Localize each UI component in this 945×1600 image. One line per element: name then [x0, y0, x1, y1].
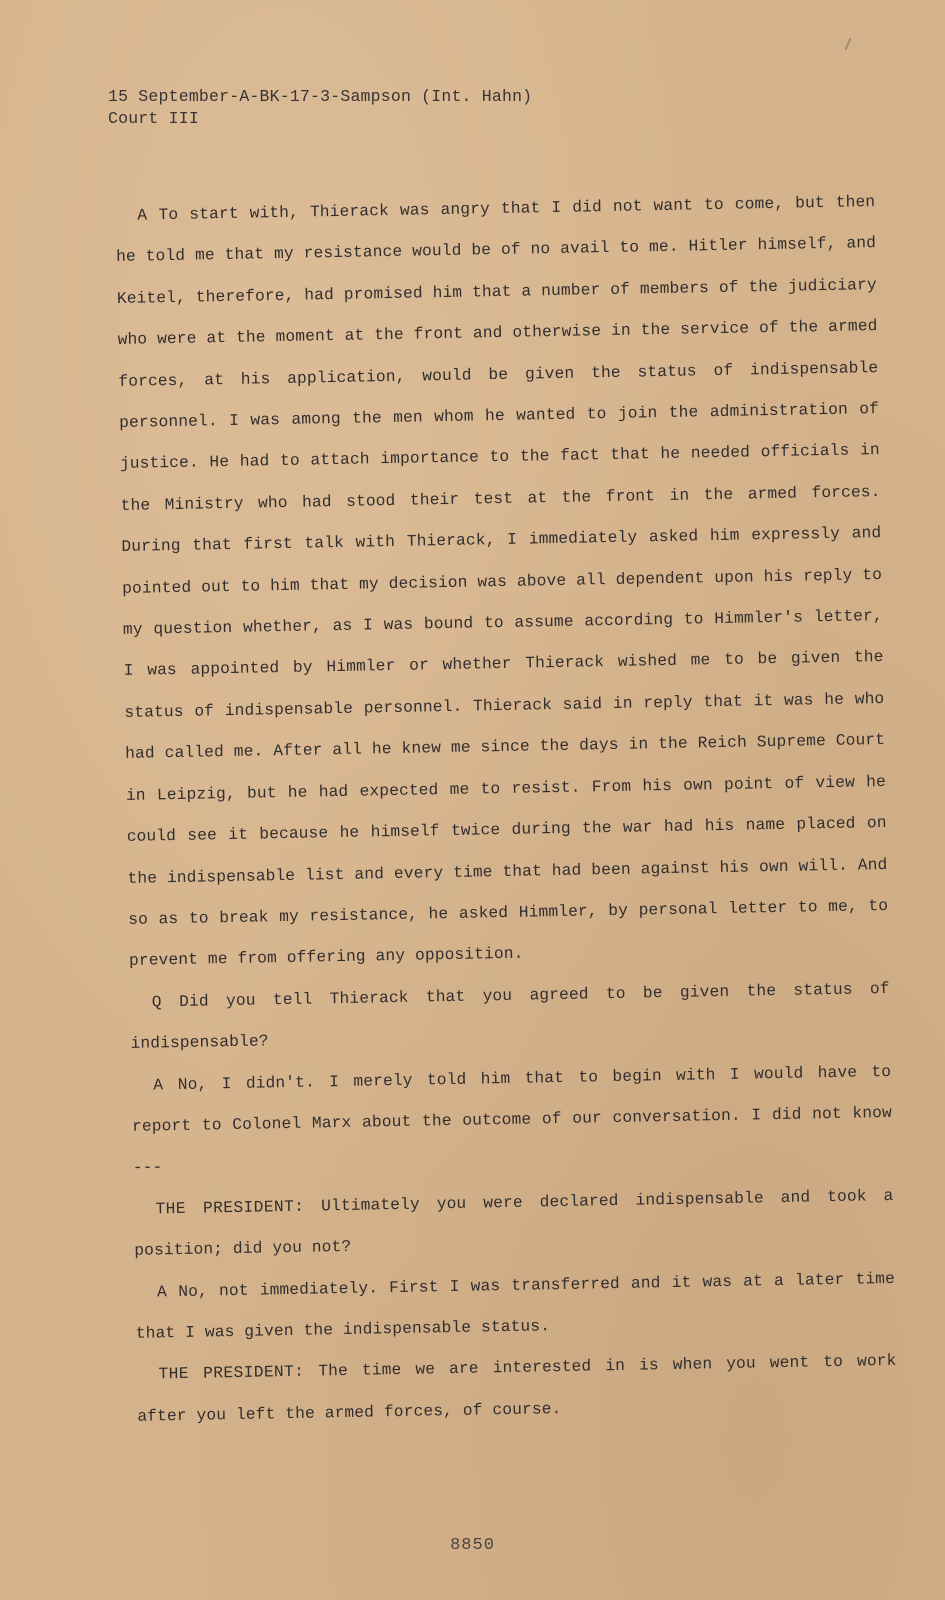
transcript-paragraph: [115, 182, 889, 983]
transcript-paragraph: [135, 1258, 896, 1355]
transcript-body: [115, 182, 898, 1438]
speaker-label: A: [137, 206, 148, 225]
paragraph-text: No, not immediately. First I was transferred and it was at a later time that I was given the indispensable status.: [135, 1269, 896, 1343]
paragraph-text: Did you tell Thierack that you agreed to be given the status of indispensable?: [130, 979, 890, 1053]
speaker-label: A: [156, 1282, 168, 1301]
paragraph-text: The time we are interested in is when you went to work after you left the armed forces, of course.: [137, 1352, 897, 1426]
speaker-label: A: [153, 1075, 164, 1094]
speaker-label: THE PRESIDENT:: [155, 1197, 305, 1219]
transcript-paragraph: [133, 1176, 894, 1273]
header-session-line: 15 September-A-BK-17-3-Sampson (Int. Hahn): [108, 87, 533, 106]
paragraph-text: Ultimately you were declared indispensable and took a position; did you not?: [134, 1186, 894, 1260]
document-header: [108, 86, 532, 130]
pencil-tick-mark: [845, 38, 851, 50]
speaker-label: Q: [151, 992, 163, 1012]
transcript-paragraph: [131, 1051, 893, 1189]
paragraph-text: No, I didn't. I merely told him that to begin with I would have to report to Colonel Marx about the outcome of our conversation. I did not know ---: [131, 1062, 893, 1178]
page-number: 8850: [450, 1536, 495, 1555]
header-court-line: Court III: [108, 109, 199, 128]
transcript-paragraph: [129, 969, 890, 1066]
transcript-paragraph: [136, 1341, 897, 1438]
speaker-label: THE PRESIDENT:: [158, 1363, 305, 1384]
paragraph-text: To start with, Thierack was angry that I did not want to come, but then he told me that my resistance would be of no avail to me. Hitler himself, and Keitel, therefore, had promised him that a number of members of the judiciary who were at the moment at the front and otherwise in the service of the armed forces, at his application, would be given the status of indispensable personnel. I was among the men whom he wanted to join the administration of justice. He had to attach importance to the fact that he needed officials in the Ministry who had stood their test at the front in the armed forces. During that first talk with Thierack, I immediately asked him expressly and pointed out to him that my decision was above all dependent upon his reply to my question whether, as I was bound to assume according to Himmler's letter, I was appointed by Himmler or whether Thierack wished me to be given the status of indispensable personnel. Thierack said in reply that it was he who had called me. After all he knew me since the days in the Reich Supreme Court in Leipzig, but he had expected me to resist. From his own point of view he could see it because he himself twice during the war had his name placed on the indispensable list and every time that had been against his own will. And so as to break my resistance, he asked Himmler, by personal letter to me, to prevent me from offering any opposition.: [115, 193, 889, 971]
